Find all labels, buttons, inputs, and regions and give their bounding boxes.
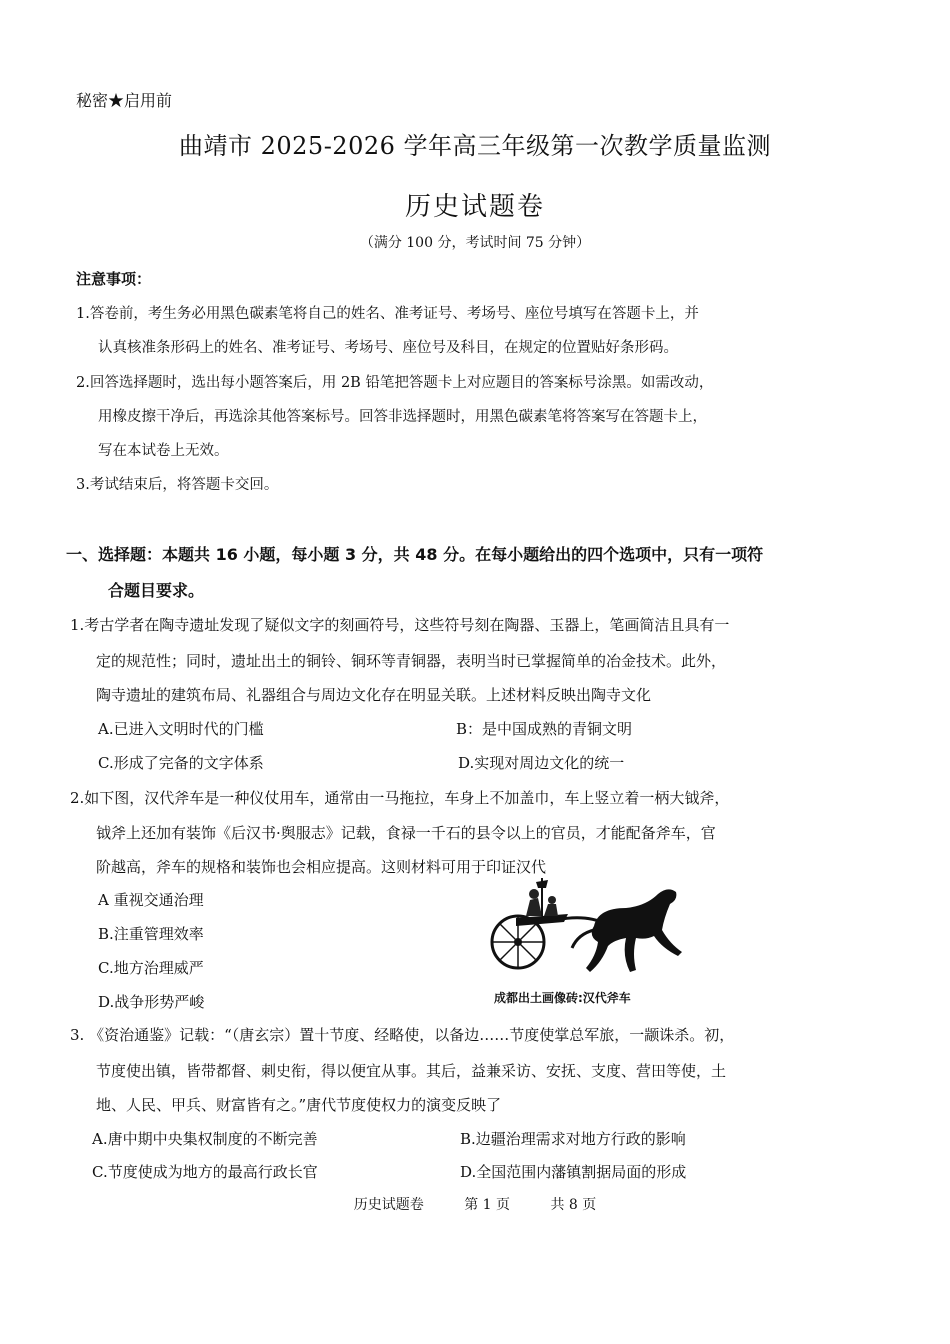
question-1-option-d: D.实现对周边文化的统一 bbox=[458, 754, 625, 772]
section-heading-cont: 合题目要求。 bbox=[108, 581, 205, 600]
notice-line: 写在本试卷上无效。 bbox=[98, 443, 229, 459]
section-heading: 一、选择题：本题共 16 小题，每小题 3 分，共 48 分。在每小题给出的四个选项中，只有一项符 bbox=[66, 545, 764, 564]
question-1-stem: 定的规范性；同时，遗址出土的铜铃、铜环等青铜器，表明当时已掌握简单的冶金技术。此外， bbox=[96, 652, 727, 670]
secret-label: 秘密★启用前 bbox=[76, 91, 173, 110]
notice-line: 1.答卷前，考生务必用黑色碳素笔将自己的姓名、准考证号、考场号、座位号填写在答题卡上，并 bbox=[76, 306, 699, 322]
question-1-option-b: B：是中国成熟的青铜文明 bbox=[456, 720, 633, 738]
exam-subtitle: 历史试题卷 bbox=[404, 192, 545, 222]
question-1-stem: 陶寺遗址的建筑布局、礼器组合与周边文化存在明显关联。上述材料反映出陶寺文化 bbox=[96, 686, 652, 704]
question-2-option-b: B.注重管理效率 bbox=[98, 925, 204, 943]
footer-total: 共 8 页 bbox=[550, 1197, 597, 1213]
question-1-option-c: C.形成了完备的文字体系 bbox=[98, 754, 264, 772]
question-3-option-b: B.边疆治理需求对地方行政的影响 bbox=[460, 1130, 686, 1148]
question-1-option-a: A.已进入文明时代的门槛 bbox=[98, 720, 264, 738]
question-3-option-a: A.唐中期中央集权制度的不断完善 bbox=[92, 1130, 318, 1148]
axe-chariot-image bbox=[486, 874, 684, 984]
notice-line: 认真核准条形码上的姓名、准考证号、考场号、座位号及科目，在规定的位置贴好条形码。 bbox=[98, 340, 678, 356]
notice-line: 用橡皮擦干净后，再选涂其他答案标号。回答非选择题时，用黑色碳素笔将答案写在答题卡上， bbox=[98, 409, 707, 425]
page-footer bbox=[0, 1194, 950, 1214]
question-3-option-c: C.节度使成为地方的最高行政长官 bbox=[92, 1163, 318, 1181]
question-2-stem: 钺斧上还加有装饰《后汉书·舆服志》记载，食禄一千石的县令以上的官员，才能配备斧车，官 bbox=[96, 824, 716, 842]
footer-name: 历史试题卷 bbox=[353, 1197, 424, 1213]
exam-title: 曲靖市 2025-2026 学年高三年级第一次教学质量监测 bbox=[178, 132, 772, 160]
question-2-option-a: A 重视交通治理 bbox=[98, 891, 204, 909]
question-3-option-d: D.全国范围内藩镇割据局面的形成 bbox=[460, 1163, 687, 1181]
exam-note: （满分 100 分，考试时间 75 分钟） bbox=[359, 235, 591, 251]
question-2-option-c: C.地方治理威严 bbox=[98, 959, 204, 977]
question-2-stem: 阶越高，斧车的规格和装饰也会相应提高。这则材料可用于印证汉代 bbox=[96, 858, 547, 876]
question-3-stem: 3. 《资治通鉴》记载：“（唐玄宗）置十节度、经略使，以备边……节度使掌总军旅，一颛诛杀。初， bbox=[70, 1026, 735, 1044]
question-2-option-d: D.战争形势严峻 bbox=[98, 993, 205, 1011]
question-3-stem: 节度使出镇，皆带都督、刺史衔，得以便宜从事。其后，益兼采访、安抚、支度、营田等使，土 bbox=[96, 1062, 727, 1080]
footer-page: 第 1 页 bbox=[464, 1197, 510, 1213]
figure-caption: 成都出土画像砖:汉代斧车 bbox=[494, 991, 631, 1005]
question-1-stem: 1.考古学者在陶寺遗址发现了疑似文字的刻画符号，这些符号刻在陶器、玉器上，笔画简洁且具有一 bbox=[70, 616, 730, 634]
question-3-stem: 地、人民、甲兵、财富皆有之。”唐代节度使权力的演变反映了 bbox=[96, 1096, 502, 1114]
notice-line: 3.考试结束后，将答题卡交回。 bbox=[76, 477, 279, 493]
notice-heading: 注意事项： bbox=[76, 270, 152, 288]
notice-line: 2.回答选择题时，选出每小题答案后，用 2B 铅笔把答题卡上对应题目的答案标号涂黑。如需改动， bbox=[76, 375, 714, 391]
question-2-stem: 2.如下图，汉代斧车是一种仪仗用车，通常由一马拖拉，车身上不加盖巾，车上竖立着一柄大钺斧， bbox=[70, 789, 730, 807]
